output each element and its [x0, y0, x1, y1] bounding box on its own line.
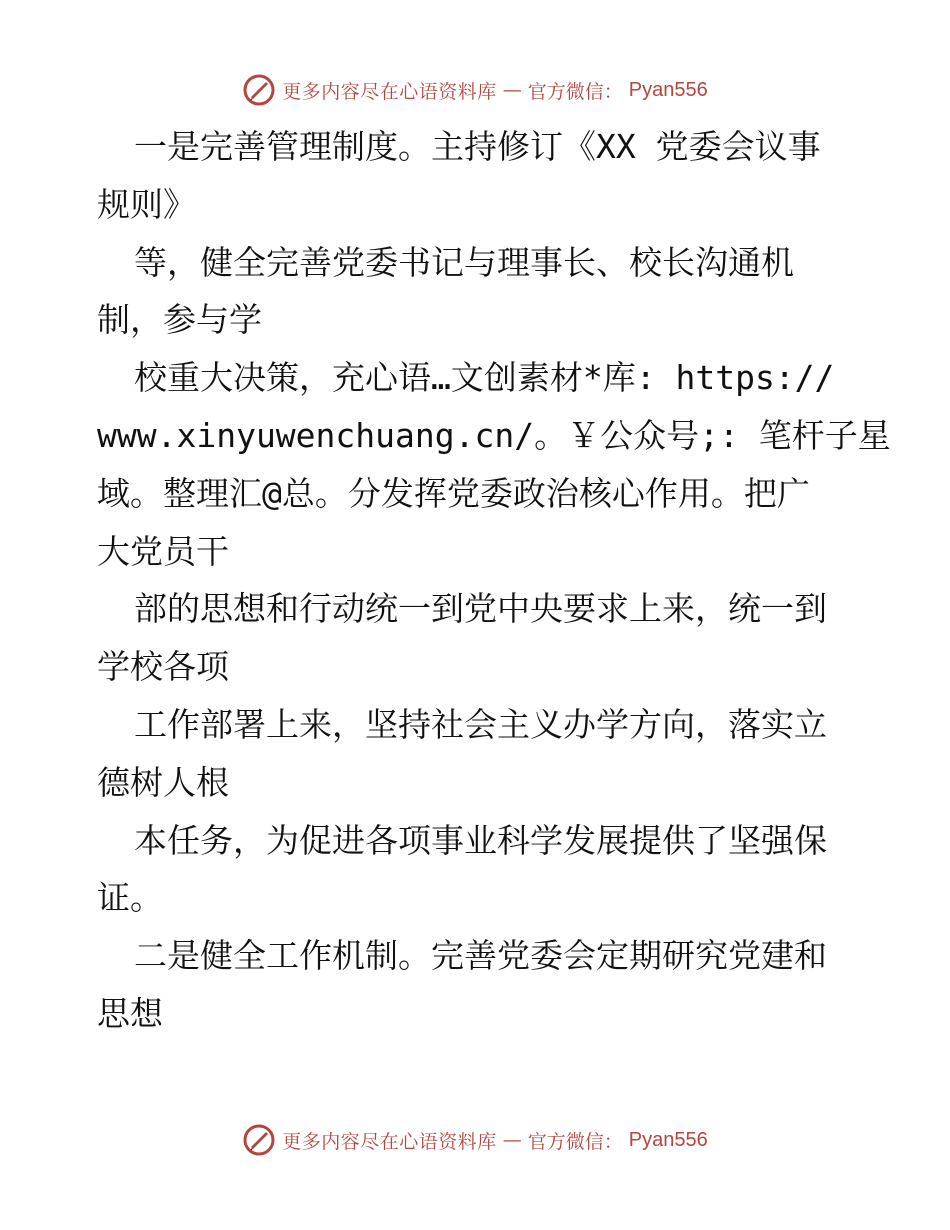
body-line: 德树人根 [97, 762, 229, 802]
body-line: www.xinyuwenchuang.cn/。￥公众号;: 笔杆子星 [97, 415, 891, 455]
body-line: 学校各项 [97, 647, 229, 687]
header-banner [0, 70, 950, 110]
body-line: 证。 [97, 878, 163, 918]
body-line: 一是完善管理制度。主持修订《XX 党委会议事 [134, 127, 821, 166]
banner-text: 更多内容尽在心语资料库 [282, 80, 497, 103]
body-line: 二是健全工作机制。完善党委会定期研究党建和 [134, 936, 827, 976]
banner-separator: — [502, 79, 522, 101]
body-line: 规则》 [97, 184, 196, 224]
banner-text: 更多内容尽在心语资料库 [282, 1130, 497, 1153]
wechat-id: Pyan556 [628, 1128, 708, 1151]
body-line: 本任务，为促进各项事业科学发展提供了坚强保 [134, 820, 827, 860]
body-line: 工作部署上来，坚持社会主义办学方向，落实立 [134, 704, 827, 744]
quill-logo-icon [242, 1123, 276, 1157]
wechat-label: 官方微信： [527, 1130, 623, 1153]
body-line: 部的思想和行动统一到党中央要求上来，统一到 [134, 589, 827, 629]
footer-banner [0, 1120, 950, 1160]
body-line: 域。整理汇@总。分发挥党委政治核心作用。把广 [97, 473, 810, 513]
body-line: 等，健全完善党委书记与理事长、校长沟通机 [134, 242, 794, 282]
wechat-label: 官方微信： [527, 80, 623, 103]
body-line: 制，参与学 [97, 300, 262, 340]
banner-separator: — [502, 1129, 522, 1151]
body-line: 大党员干 [97, 531, 229, 571]
body-line: 校重大决策，充心语…文创素材*库: https:// [134, 358, 835, 398]
body-line: 思想 [97, 993, 163, 1033]
document-body [97, 118, 891, 1043]
wechat-id: Pyan556 [628, 78, 708, 101]
quill-logo-icon [242, 73, 276, 107]
